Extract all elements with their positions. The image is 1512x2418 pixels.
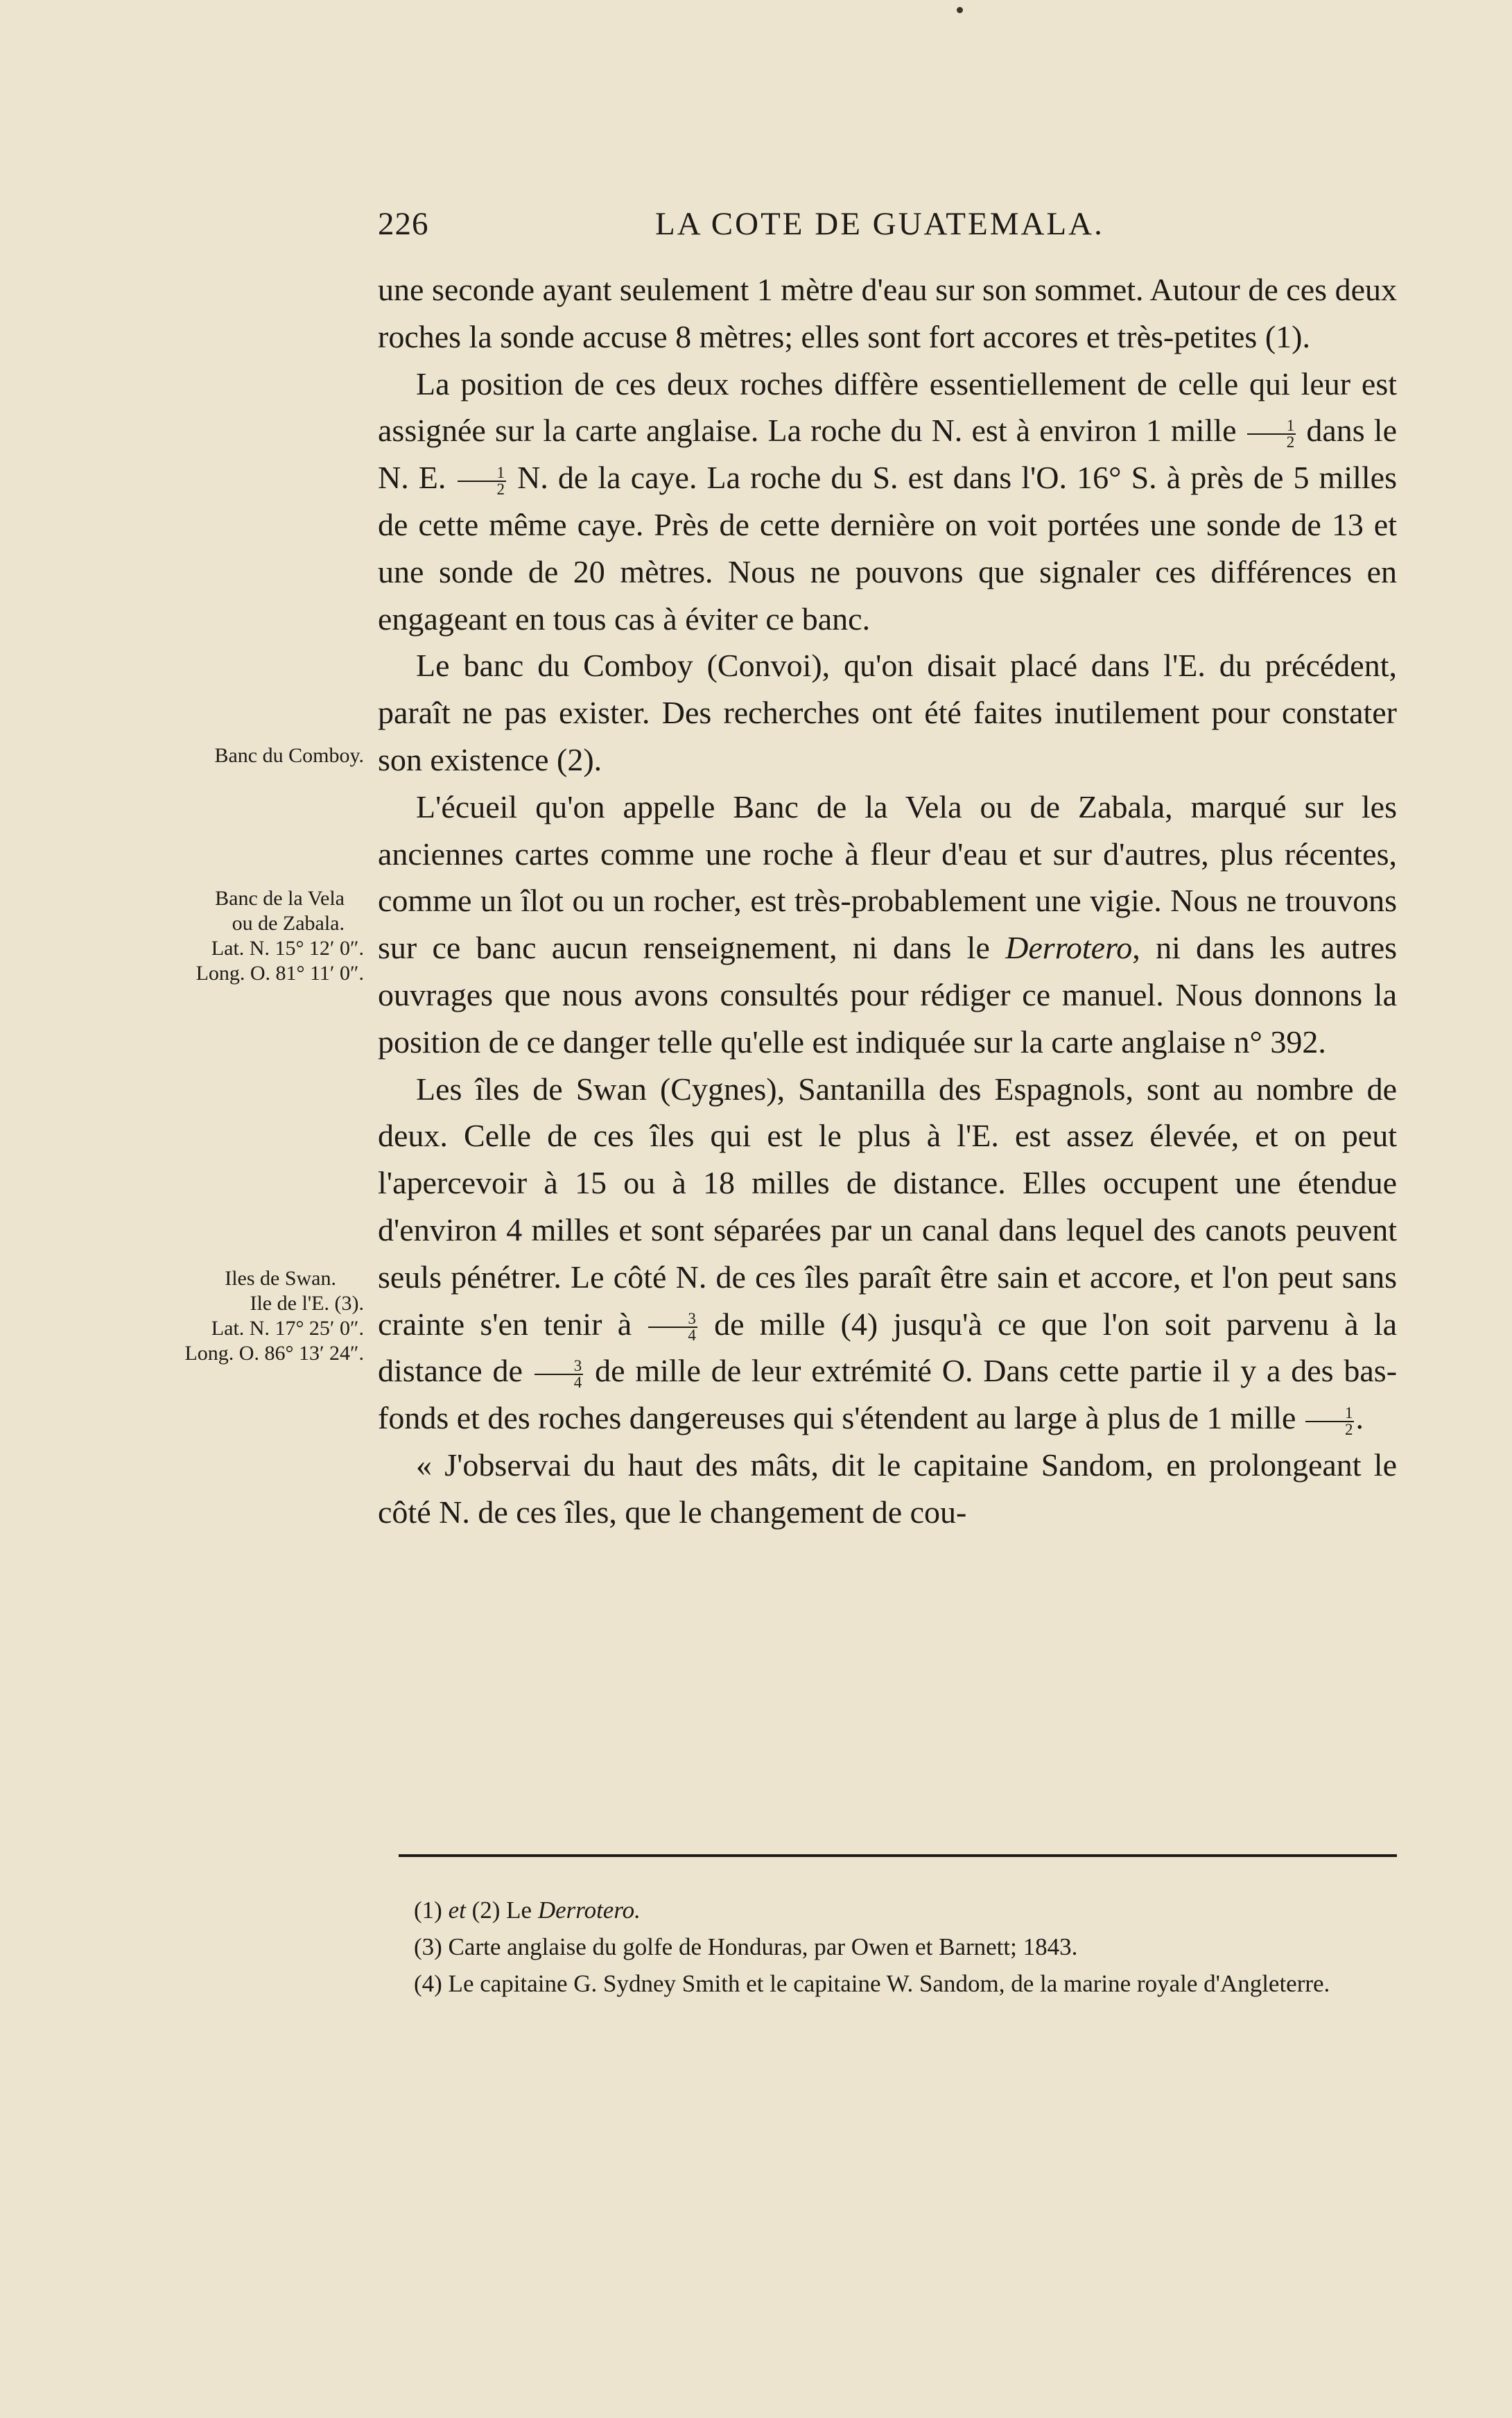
text-run: La position de ces deux roches diffère essentiellement de celle qui leur est assignée sur la carte anglaise. La roche du N. est à environ 1 mille [378,365,1397,449]
page-number: 226 [378,206,429,242]
margin-note-line: Long. O. 86° 13′ 24″. [184,1342,364,1365]
paragraph: une seconde ayant seulement 1 mètre d'eau sur son sommet. Autour de ces deux roches la sonde accuse 8 mètres; elles sont fort accores et très-petites (1). [378,272,1397,354]
paragraph [378,1066,1397,1442]
margin-note-line: Banc de la Vela [215,887,345,910]
fraction-three-quarters: $\frac{3}{4}$ [535,1358,584,1390]
fraction-three-quarters: $\frac{3}{4}$ [648,1311,697,1343]
margin-note-line: Lat. N. 15° 12′ 0″. [211,937,364,960]
fraction-half: $\frac{1}{2}$ [1305,1406,1355,1437]
text-run: , ni dans les autres ouvrages que nous avons consultés pour rédiger ce manuel. Nous donnons la position de ce danger telle qu'elle est indiquée sur la carte anglaise n° 392. [378,930,1398,1060]
margin-note-line: Iles de Swan. [225,1267,336,1290]
text-run: . [1355,1400,1364,1436]
text-run: (2) Le [471,1897,532,1924]
text-run: dans le N. E. [378,413,1397,496]
text-run: de mille (4) jusqu'à ce que l'on soit parvenu à la distance de [378,1306,1397,1389]
margin-note-swan [156,1266,364,1366]
ink-speck [957,7,963,13]
margin-note-line: ou de Zabala. [232,912,345,935]
margin-note-comboy [156,743,364,768]
footnote-rule [399,1854,1397,1857]
footnote: (4) Le capitaine G. Sydney Smith et le capitaine W. Sandom, de la marine royale d'Angleterre. [414,1970,1330,1997]
italic-title: Derrotero. [537,1897,641,1924]
paragraph: Le banc du Comboy (Convoi), qu'on disait placé dans l'E. du précédent, paraît ne pas exister. Des recherches ont été faites inutilement pour constater son existence (2). [378,648,1397,777]
running-head [378,205,1397,247]
italic-title: Derrotero [1005,930,1133,966]
paragraph [378,784,1397,1066]
fraction-half: $\frac{1}{2}$ [458,465,507,497]
fraction-half: $\frac{1}{2}$ [1247,418,1296,450]
footnote: (3) Carte anglaise du golfe de Honduras, par Owen et Barnett; 1843. [414,1933,1078,1960]
text-run: de mille de leur extrémité O. Dans cette partie il y a des bas-fonds et des roches dangereuses qui s'étendent au large à plus de 1 mille [378,1353,1398,1436]
text-run: Les îles de Swan (Cygnes), Santanilla des Espagnols, sont au nombre de deux. Celle de ces îles qui est le plus à l'E. est assez élevée, et on peut l'apercevoir à 15 ou à 18 milles de distance. Elles occupent une étendue d'environ 4 milles et sont séparées par un canal dans lequel des canots peuvent seuls pénétrer. Le côté N. de ces îles paraît être sain et accore, et l'on peut sans crainte s'en tenir à [378,1071,1397,1342]
text-run: et [448,1897,466,1924]
footnotes [385,1892,1397,2002]
text-run: L'écueil qu'on appelle Banc de la Vela ou de Zabala, marqué sur les anciennes cartes comme une roche à fleur d'eau et sur d'autres, plus récentes, comme un îlot ou un rocher, est très-probablement une vigie. Nous ne trouvons sur ce banc aucun renseignement, ni dans le [378,788,1397,966]
running-title: LA COTE DE GUATEMALA. [655,206,1104,242]
text-run: N. de la caye. La roche du S. est dans l'O. 16° S. à près de 5 milles de cette même caye. Près de cette dernière on voit portées une sonde de 13 et une sonde de 20 mètres. Nous ne pouvons que signaler ces différences en engageant en tous cas à éviter ce banc. [378,460,1397,637]
margin-note-line: Ile de l'E. (3). [250,1292,364,1315]
text-run: (1) [414,1897,442,1924]
margin-note-vela [156,886,364,986]
paragraph: « J'observai du haut des mâts, dit le capitaine Sandom, en prolongeant le côté N. de ces îles, que le changement de cou- [378,1447,1397,1530]
footnote [385,1892,1397,1928]
body-text [378,266,1397,1536]
margin-note-line: Lat. N. 17° 25′ 0″. [211,1317,364,1340]
paragraph [378,361,1397,643]
margin-note-line: Long. O. 81° 11′ 0″. [195,962,364,985]
margin-note-line: Banc du Comboy. [214,744,364,767]
